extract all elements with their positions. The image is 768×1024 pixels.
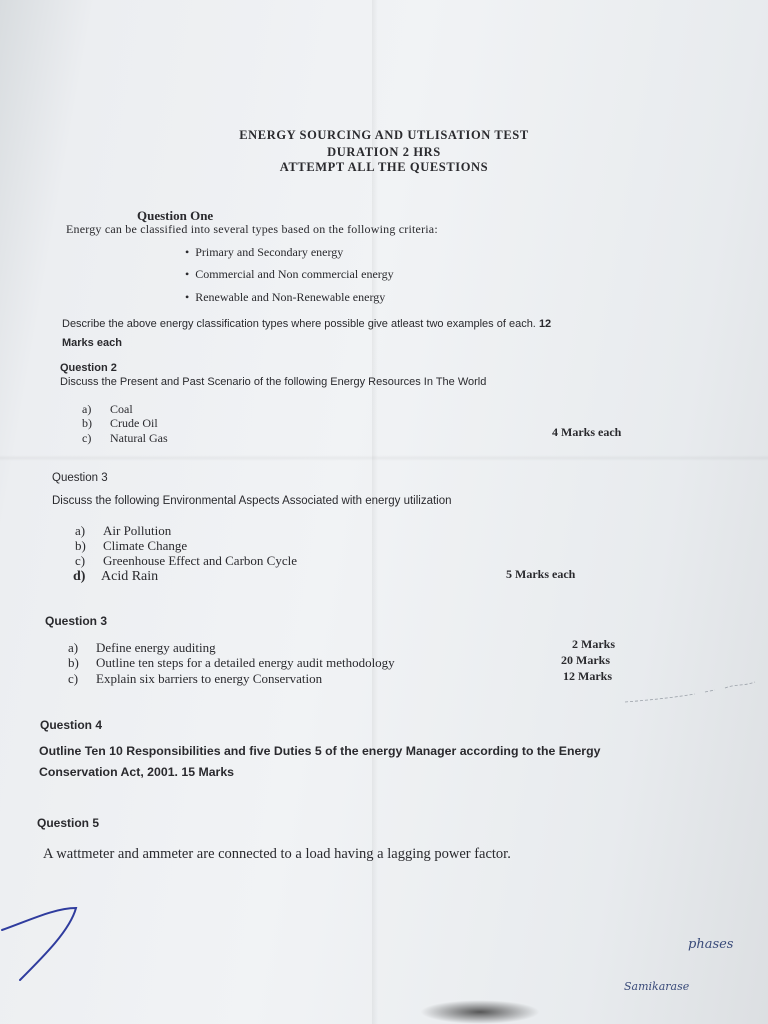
q2-item-text: Natural Gas: [110, 431, 168, 445]
q3a-item-text: Acid Rain: [101, 569, 159, 584]
exam-duration: DURATION 2 HRS: [327, 145, 441, 159]
q3b-item-label: c): [68, 671, 79, 686]
q1-bullet-3: • Renewable and Non-Renewable energy: [185, 290, 385, 305]
q3a-item-label: a): [75, 523, 86, 538]
q2-item-c: [82, 431, 168, 446]
q4-text-line2: Conservation Act, 2001. 15 Marks: [39, 765, 235, 779]
q3a-item-a: [75, 523, 171, 539]
q3a-item-label: c): [75, 553, 86, 568]
q1-instruction: [62, 318, 551, 330]
q2-item-label: a): [82, 402, 92, 416]
q4-text-line1: Outline Ten 10 Responsibilities and five Duties 5 of the energy Manager according to the Energy: [39, 744, 601, 758]
handwritten-note-samikarase: Samikarase: [624, 980, 690, 993]
q3b-marks-c: 12 Marks: [563, 669, 612, 683]
pen-stroke-icon: [0, 900, 90, 990]
q3a-intro: Discuss the following Environmental Aspects Associated with energy utilization: [52, 495, 452, 507]
q3b-title: Question 3: [45, 614, 108, 628]
q3b-item-label: a): [68, 640, 79, 655]
q3b-item-c: [68, 671, 322, 687]
q1-marks: Marks each: [62, 337, 122, 349]
q2-item-text: Crude Oil: [110, 416, 158, 430]
q2-item-b: [82, 416, 158, 431]
q3b-item-label: b): [68, 655, 79, 670]
q2-item-label: b): [82, 416, 92, 430]
q1-instruction-text: Describe the above energy classification types where possible give atleast two examples of each.: [62, 318, 536, 330]
q3a-item-label: b): [75, 538, 86, 553]
q3a-title: Question 3: [52, 472, 108, 484]
q4-title: Question 4: [40, 718, 103, 732]
q1-title: Question One: [137, 208, 214, 223]
handwritten-note-phases: phases: [688, 937, 734, 952]
q3a-item-d: [73, 569, 158, 585]
q1-intro: Energy can be classified into several types based on the following criteria:: [66, 222, 438, 236]
q3a-item-c: [75, 553, 297, 569]
q1-bullet-1: • Primary and Secondary energy: [185, 245, 343, 260]
q3b-item-a: [68, 640, 216, 656]
q5-title: Question 5: [37, 816, 100, 830]
q2-title: Question 2: [60, 362, 117, 374]
q3a-item-label: d): [73, 569, 86, 584]
q3a-item-text: Climate Change: [103, 538, 188, 553]
q3b-item-text: Define energy auditing: [96, 640, 216, 655]
exam-title: ENERGY SOURCING AND UTLISATION TEST: [239, 128, 529, 142]
photo-shadow: [420, 1000, 540, 1024]
q2-marks: 4 Marks each: [552, 425, 622, 439]
q3a-item-text: Greenhouse Effect and Carbon Cycle: [103, 553, 297, 568]
q3b-marks-a: 2 Marks: [572, 637, 615, 651]
q5-text: A wattmeter and ammeter are connected to a load having a lagging power factor.: [43, 846, 511, 862]
q3a-item-text: Air Pollution: [103, 523, 172, 538]
q3a-marks: 5 Marks each: [506, 567, 576, 581]
pencil-scribble-icon: [620, 680, 760, 710]
q1-bullet-2: • Commercial and Non commercial energy: [185, 267, 394, 282]
q3b-marks-b: 20 Marks: [561, 653, 610, 667]
exam-instruction: ATTEMPT ALL THE QUESTIONS: [279, 160, 489, 174]
q3b-item-text: Explain six barriers to energy Conservation: [96, 671, 323, 686]
q2-item-a: [82, 402, 133, 417]
q3b-item-text: Outline ten steps for a detailed energy audit methodology: [96, 655, 395, 670]
q3a-item-b: [75, 538, 187, 554]
q2-item-text: Coal: [110, 402, 133, 416]
q2-item-label: c): [82, 431, 92, 445]
q1-marks-number: 12: [538, 318, 552, 330]
q2-intro: Discuss the Present and Past Scenario of the following Energy Resources In The World: [60, 376, 487, 388]
q3b-item-b: [68, 655, 395, 671]
